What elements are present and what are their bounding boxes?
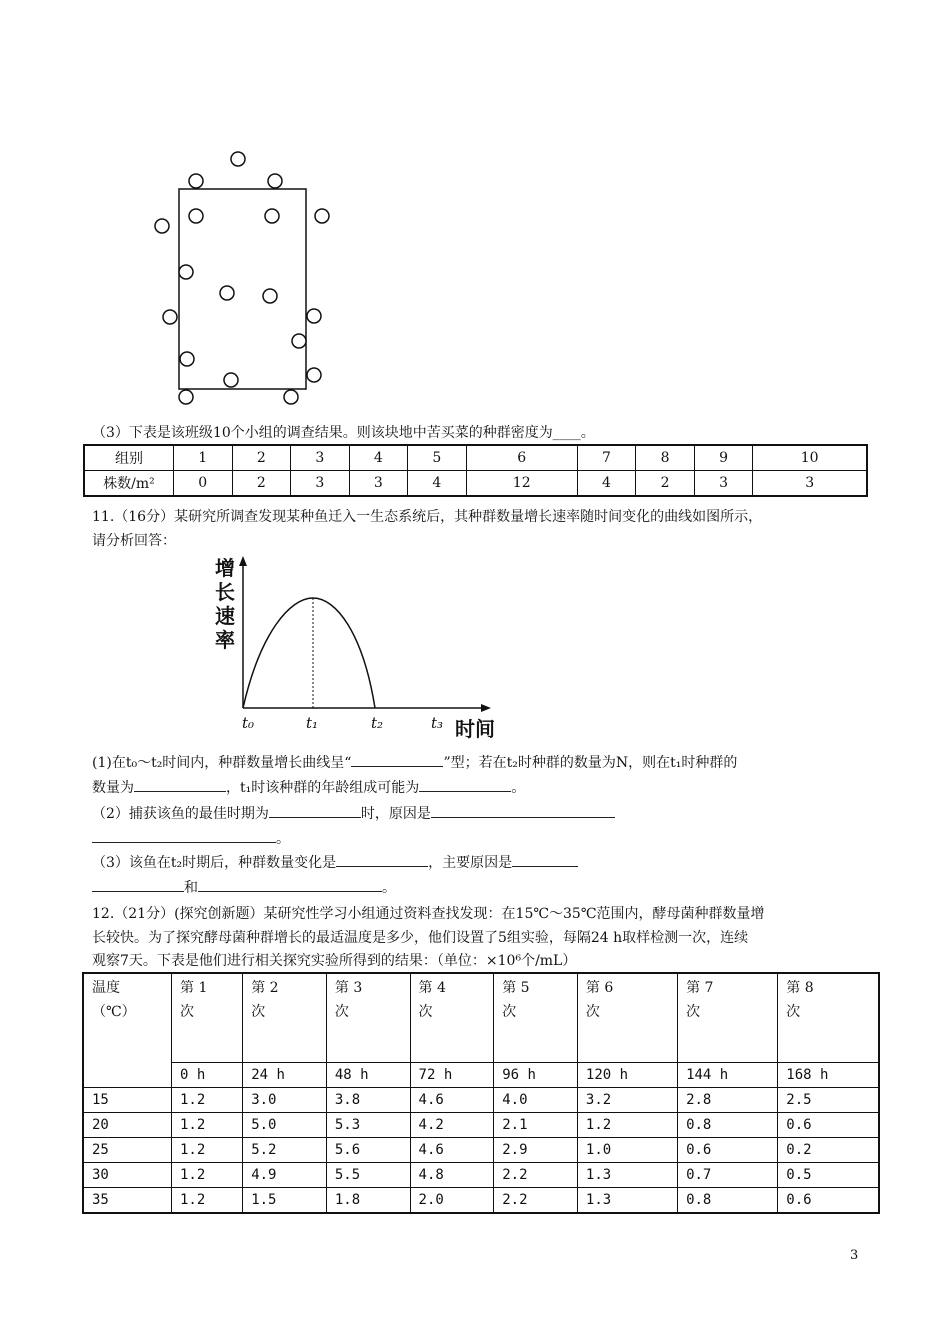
value-cell: 4.2 [410,1113,494,1138]
group-cell: 2 [232,445,291,471]
hours-cell: 144 h [678,1063,778,1088]
row-label-count: 株数/m² [84,471,174,497]
count-cell: 3 [694,471,753,497]
value-cell: 4.0 [494,1088,578,1113]
value-cell: 1.5 [243,1188,327,1214]
value-cell: 1.0 [577,1138,677,1163]
group-cell: 3 [291,445,350,471]
ylabel-char: 速 [215,604,235,628]
table-row [84,471,867,497]
table-row [84,445,867,471]
q11-p1-text-c: 数量为 [92,780,134,796]
header-col: 第 7 次 [678,973,778,1063]
value-cell: 4.6 [410,1088,494,1113]
header-temp-label: 温度 [92,980,120,996]
count-cell: 4 [577,471,636,497]
hours-cell: 0 h [172,1063,243,1088]
q11-p1-line2 [92,777,525,798]
group-count-table [83,444,868,497]
q11-intro-line2: 请分析回答： [92,533,176,549]
group-cell: 6 [466,445,577,471]
growth-rate-curve [243,598,375,708]
q12-line3: 观察7天。下表是他们进行相关探究实验所得到的结果：（单位：×10⁶个/mL） [92,953,577,969]
value-cell: 3.2 [577,1088,677,1113]
value-cell: 0.5 [778,1163,879,1188]
header-col: 第 1 次 [172,973,243,1063]
value-cell: 0.8 [678,1113,778,1138]
value-cell: 1.3 [577,1163,677,1188]
header-temp-unit: （℃） [92,1004,136,1020]
group-cell: 1 [174,445,233,471]
header-temperature [83,973,172,1088]
value-cell: 5.2 [243,1138,327,1163]
value-cell: 5.3 [326,1113,410,1138]
count-cell: 12 [466,471,577,497]
answer-blank[interactable] [92,877,184,892]
value-cell: 2.0 [410,1188,494,1214]
value-cell: 2.8 [678,1088,778,1113]
answer-blank[interactable] [336,852,428,867]
answer-blank[interactable] [351,752,443,767]
value-cell: 1.3 [577,1188,677,1214]
value-cell: 3.0 [243,1088,327,1113]
temperature-cell: 15 [83,1088,172,1113]
value-cell: 2.5 [778,1088,879,1113]
table-row [83,1188,879,1214]
value-cell: 0.6 [678,1138,778,1163]
q11-p2-text-a: （2）捕获该鱼的最佳时期为 [92,806,269,822]
value-cell: 2.2 [494,1163,578,1188]
answer-blank[interactable] [419,777,511,792]
value-cell: 1.8 [326,1188,410,1214]
value-cell: 1.2 [172,1138,243,1163]
q11-p2-line1 [92,803,615,824]
value-cell: 4.9 [243,1163,327,1188]
answer-blank[interactable] [92,828,276,843]
value-cell: 2.9 [494,1138,578,1163]
table-row [83,1113,879,1138]
q11-p2-text-c: 。 [276,831,290,847]
tick-label-t2: t₂ [371,714,384,732]
value-cell: 0.8 [678,1188,778,1214]
group-cell: 10 [753,445,867,471]
q11-intro-line1: 11.（16分）某研究所调查发现某种鱼迁入一生态系统后，其种群数量增长速率随时间变化的曲线如图所示， [92,509,763,525]
q11-p1-text-a: (1)在t₀～t₂时间内，种群数量增长曲线呈“ [92,755,352,771]
hours-cell: 24 h [243,1063,327,1088]
value-cell: 4.6 [410,1138,494,1163]
q10-part3-text: （3）下表是该班级10个小组的调查结果。则该块地中苦买菜的种群密度为____。 [92,425,595,441]
tick-label-t3: t₃ [431,714,444,732]
q11-p1-text-d: ，t₁时该种群的年龄组成可能为 [226,780,420,796]
growth-rate-graph [205,553,510,743]
temperature-cell: 35 [83,1188,172,1214]
header-col: 第 5 次 [494,973,578,1063]
value-cell: 1.2 [172,1163,243,1188]
temperature-cell: 30 [83,1163,172,1188]
value-cell: 2.2 [494,1188,578,1214]
group-cell: 5 [408,445,467,471]
count-cell: 3 [349,471,408,497]
table-row [83,1138,879,1163]
q11-p3-text-c: 和 [184,880,198,896]
value-cell: 3.8 [326,1088,410,1113]
count-cell: 3 [753,471,867,497]
count-cell: 4 [408,471,467,497]
q11-p3-line1 [92,852,578,873]
header-col: 第 2 次 [243,973,327,1063]
row-label-group: 组别 [84,445,174,471]
count-cell: 3 [291,471,350,497]
hours-cell: 96 h [494,1063,578,1088]
temperature-cell: 25 [83,1138,172,1163]
hours-cell: 168 h [778,1063,879,1088]
value-cell: 0.6 [778,1188,879,1214]
value-cell: 5.5 [326,1163,410,1188]
q11-p3-text-a: （3）该鱼在t₂时期后，种群数量变化是 [92,855,337,871]
table-row [83,1088,879,1113]
value-cell: 0.2 [778,1138,879,1163]
q11-p1-text-e: 。 [511,780,526,796]
group-cell: 4 [349,445,408,471]
value-cell: 1.2 [172,1188,243,1214]
group-cell: 9 [694,445,753,471]
y-axis-arrow [239,556,247,566]
hours-cell: 72 h [410,1063,494,1088]
value-cell: 1.2 [172,1088,243,1113]
value-cell: 5.0 [243,1113,327,1138]
q11-p3-text-d: 。 [382,880,396,896]
plant-markers [155,152,329,404]
value-cell: 1.2 [172,1113,243,1138]
x-axis-arrow [481,704,491,712]
q12-line1: 12.（21分）(探究创新题）某研究性学习小组通过资料查找发现：在15℃～35℃范围内，酵母菌种群数量增 [92,906,765,922]
hours-cell: 48 h [326,1063,410,1088]
header-col: 第 4 次 [410,973,494,1063]
header-col: 第 3 次 [326,973,410,1063]
answer-blank[interactable] [134,777,226,792]
q11-p3-line2 [92,877,396,898]
count-cell: 2 [232,471,291,497]
q11-p1-line1 [92,752,737,773]
answer-blank[interactable] [269,803,361,818]
group-cell: 8 [636,445,695,471]
value-cell: 0.7 [678,1163,778,1188]
table-header-row [83,973,879,1063]
table-hours-row [83,1063,879,1088]
q11-p1-text-b: ”型；若在t₂时种群的数量为N，则在t₁时种群的 [443,755,738,771]
group-cell: 7 [577,445,636,471]
header-col: 第 6 次 [577,973,677,1063]
hours-cell: 120 h [577,1063,677,1088]
tick-label-t1: t₁ [306,714,319,732]
value-cell: 5.6 [326,1138,410,1163]
table-row [83,1163,879,1188]
value-cell: 1.2 [577,1113,677,1138]
answer-blank[interactable] [431,803,615,818]
yeast-results-table [82,972,880,1214]
ylabel-char: 率 [215,628,235,652]
q12-line2: 长较快。为了探究酵母菌种群增长的最适温度是多少，他们设置了5组实验，每隔24 h取样检测一次，连续 [92,930,749,946]
x-axis-label: 时间 [455,717,495,741]
count-cell: 0 [174,471,233,497]
tick-label-t0: t₀ [242,714,255,732]
answer-blank[interactable] [512,852,578,867]
q11-p2-line2 [92,828,290,849]
q11-p3-text-b: ，主要原因是 [428,855,513,871]
page-number: 3 [850,1248,859,1263]
temperature-cell: 20 [83,1113,172,1138]
value-cell: 2.1 [494,1113,578,1138]
ylabel-char: 长 [215,580,235,604]
quadrat-sampling-diagram [150,145,340,410]
answer-blank[interactable] [198,877,382,892]
header-col: 第 8 次 [778,973,879,1063]
value-cell: 4.8 [410,1163,494,1188]
q11-p2-text-b: 时，原因是 [360,806,431,822]
value-cell: 0.6 [778,1113,879,1138]
ylabel-char: 增 [215,556,235,580]
count-cell: 2 [636,471,695,497]
